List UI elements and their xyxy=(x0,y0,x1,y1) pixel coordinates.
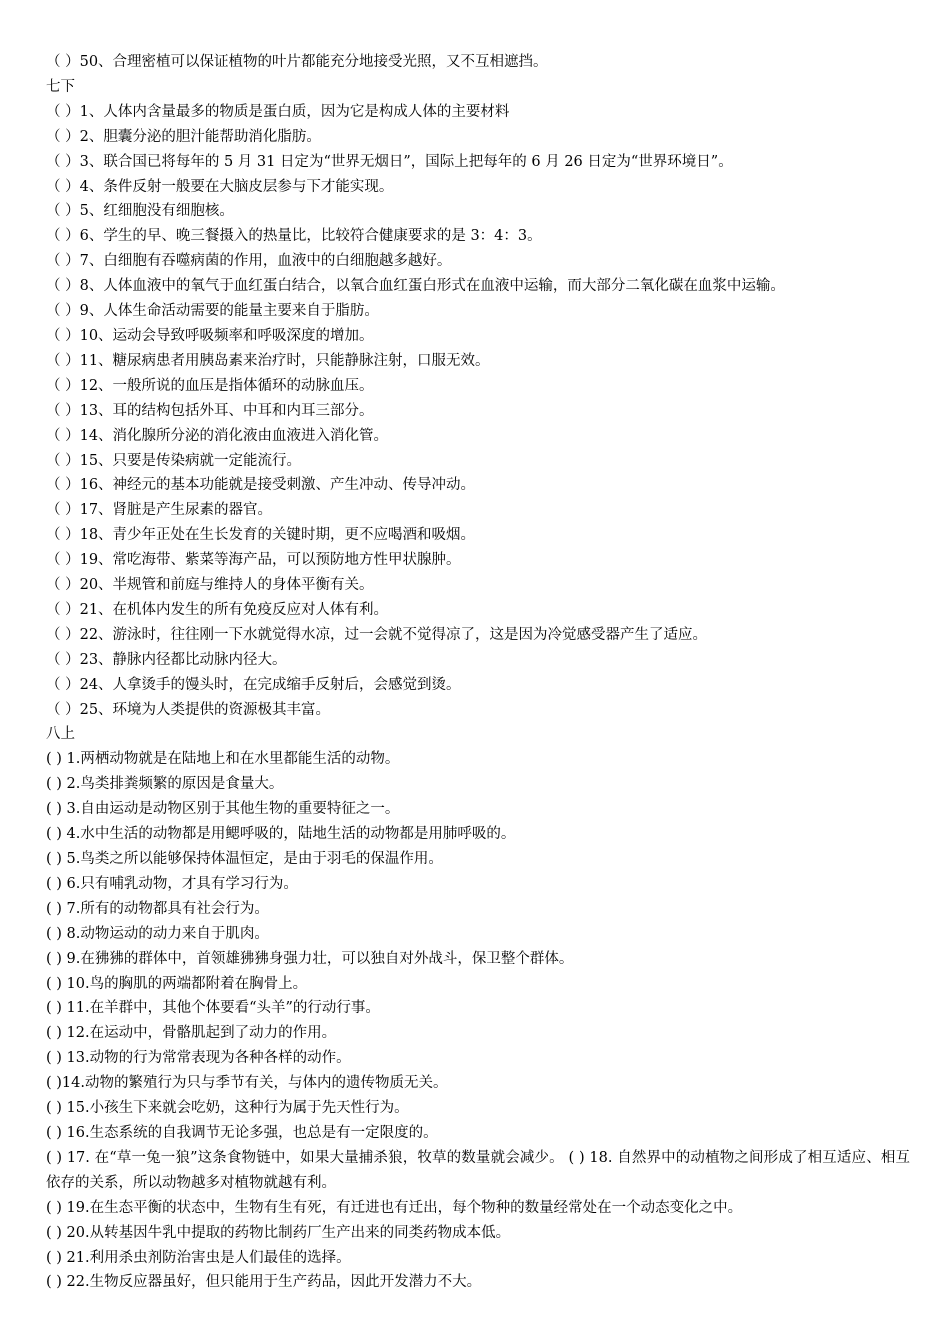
question-line: （ ）11、糖尿病患者用胰岛素来治疗时，只能静脉注射，口服无效。 xyxy=(46,352,490,369)
question-line: （ ）14、消化腺所分泌的消化液由血液进入消化管。 xyxy=(46,427,389,444)
question-line: ( ) 7.所有的动物都具有社会行为。 xyxy=(46,900,269,917)
question-line: （ ）20、半规管和前庭与维持人的身体平衡有关。 xyxy=(46,577,374,594)
question-line: （ ）10、运动会导致呼吸频率和呼吸深度的增加。 xyxy=(46,327,374,344)
question-line: （ ）2、胆囊分泌的胆汁能帮助消化脂肪。 xyxy=(46,128,321,145)
question-line: （ ）7、白细胞有吞噬病菌的作用，血液中的白细胞越多越好。 xyxy=(46,253,452,270)
section-heading-grade8-1: 八上 xyxy=(46,726,75,743)
question-line: ( ) 11.在羊群中，其他个体要看“头羊”的行动行事。 xyxy=(46,1000,380,1017)
question-line: ( ) 4.水中生活的动物都是用鳃呼吸的，陆地生活的动物都是用肺呼吸的。 xyxy=(46,826,516,843)
question-line: （ ）6、学生的早、晚三餐摄入的热量比，比较符合健康要求的是 3：4：3。 xyxy=(46,228,542,245)
section-heading-grade7-2: 七下 xyxy=(46,78,75,95)
question-line: （ ）17、肾脏是产生尿素的器官。 xyxy=(46,502,273,519)
question-line: （ ）5、红细胞没有细胞核。 xyxy=(46,203,234,220)
question-line: ( )14.动物的繁殖行为只与季节有关，与体内的遗传物质无关。 xyxy=(46,1075,448,1092)
question-line: ( ) 3.自由运动是动物区别于其他生物的重要特征之一。 xyxy=(46,801,400,818)
question-line: （ ）8、人体血液中的氧气于血红蛋白结合，以氧合血红蛋白形式在血液中运输，而大部分二氧化碳在血浆中运输。 xyxy=(46,278,785,295)
question-line: （ ）4、条件反射一般要在大脑皮层参与下才能实现。 xyxy=(46,178,394,195)
question-line: （ ）3、联合国已将每年的 5 月 31 日定为“世界无烟日”，国际上把每年的 6 月 26 日定为“世界环境日”。 xyxy=(46,153,733,170)
question-line: （ ）18、青少年正处在生长发育的关键时期，更不应喝酒和吸烟。 xyxy=(46,527,476,544)
question-line: ( ) 5.鸟类之所以能够保持体温恒定，是由于羽毛的保温作用。 xyxy=(46,851,443,867)
question-line: ( ) 19.在生态平衡的状态中，生物有生有死，有迁进也有迁出，每个物种的数量经常处在一个动态变化之中。 xyxy=(46,1199,743,1216)
question-line: ( ) 22.生物反应器虽好，但只能用于生产药品，因此开发潜力不大。 xyxy=(46,1274,482,1291)
question-line: ( ) 13.动物的行为常常表现为各种各样的动作。 xyxy=(46,1050,351,1067)
question-line: ( ) 10.鸟的胸肌的两端都附着在胸骨上。 xyxy=(46,975,308,992)
question-line: ( ) 1.两栖动物就是在陆地上和在水里都能生活的动物。 xyxy=(46,751,400,768)
question-line: （ ）22、游泳时，往往刚一下水就觉得水凉，过一会就不觉得凉了，这是因为冷觉感受器产生了适应。 xyxy=(46,626,708,643)
question-line: ( ) 12.在运动中，骨骼肌起到了动力的作用。 xyxy=(46,1025,337,1042)
question-line: （ ）16、神经元的基本功能就是接受刺激、产生冲动、传导冲动。 xyxy=(46,477,476,494)
question-line: （ ）1、人体内含量最多的物质是蛋白质，因为它是构成人体的主要材料 xyxy=(46,103,510,120)
question-line: ( ) 16.生态系统的自我调节无论多强，也总是有一定限度的。 xyxy=(46,1124,438,1141)
question-line: （ ）13、耳的结构包括外耳、中耳和内耳三部分。 xyxy=(46,402,374,419)
question-line: （ ）50、合理密植可以保证植物的叶片都能充分地接受光照，又不互相遮挡。 xyxy=(46,54,548,70)
question-line: （ ）19、常吃海带、紫菜等海产品，可以预防地方性甲状腺肿。 xyxy=(46,552,461,569)
question-line: ( ) 8.动物运动的动力来自于肌肉。 xyxy=(46,925,269,942)
question-line: ( ) 9.在狒狒的群体中，首领雄狒狒身强力壮，可以独自对外战斗，保卫整个群体。 xyxy=(46,950,574,967)
question-line: ( ) 15.小孩生下来就会吃奶，这种行为属于先天性行为。 xyxy=(46,1100,409,1117)
question-line: （ ）12、一般所说的血压是指体循环的动脉血压。 xyxy=(46,377,374,394)
question-line: （ ）23、静脉内径都比动脉内径大。 xyxy=(46,651,287,668)
question-list-grade7-2 xyxy=(46,100,910,723)
question-list-grade8-1 xyxy=(46,747,910,1295)
question-line: ( ) 6.只有哺乳动物，才具有学习行为。 xyxy=(46,875,298,892)
question-line: ( ) 21.利用杀虫剂防治害虫是人们最佳的选择。 xyxy=(46,1249,351,1266)
question-line: （ ）21、在机体内发生的所有免疫反应对人体有利。 xyxy=(46,601,389,618)
question-line: （ ）24、人拿烫手的馒头时，在完成缩手反射后，会感觉到烫。 xyxy=(46,676,461,693)
question-line: （ ）15、只要是传染病就一定能流行。 xyxy=(46,452,302,469)
question-line: ( ) 2.鸟类排粪频繁的原因是食量大。 xyxy=(46,776,284,793)
question-line: （ ）9、人体生命活动需要的能量主要来自于脂肪。 xyxy=(46,303,379,320)
question-line: （ ）25、环境为人类提供的资源极其丰富。 xyxy=(46,701,331,718)
question-line-wrapped: ( ) 17. 在“草一兔一狼”这条食物链中，如果大量捕杀狼，牧草的数量就会减少。 ( ) 18. 自然界中的动植物之间形成了相互适应、相互依存的关系，所以动物越多对植物就越有利。 xyxy=(46,1149,910,1191)
question-line: ( ) 20.从转基因牛乳中提取的药物比制药厂生产出来的同类药物成本低。 xyxy=(46,1224,511,1241)
